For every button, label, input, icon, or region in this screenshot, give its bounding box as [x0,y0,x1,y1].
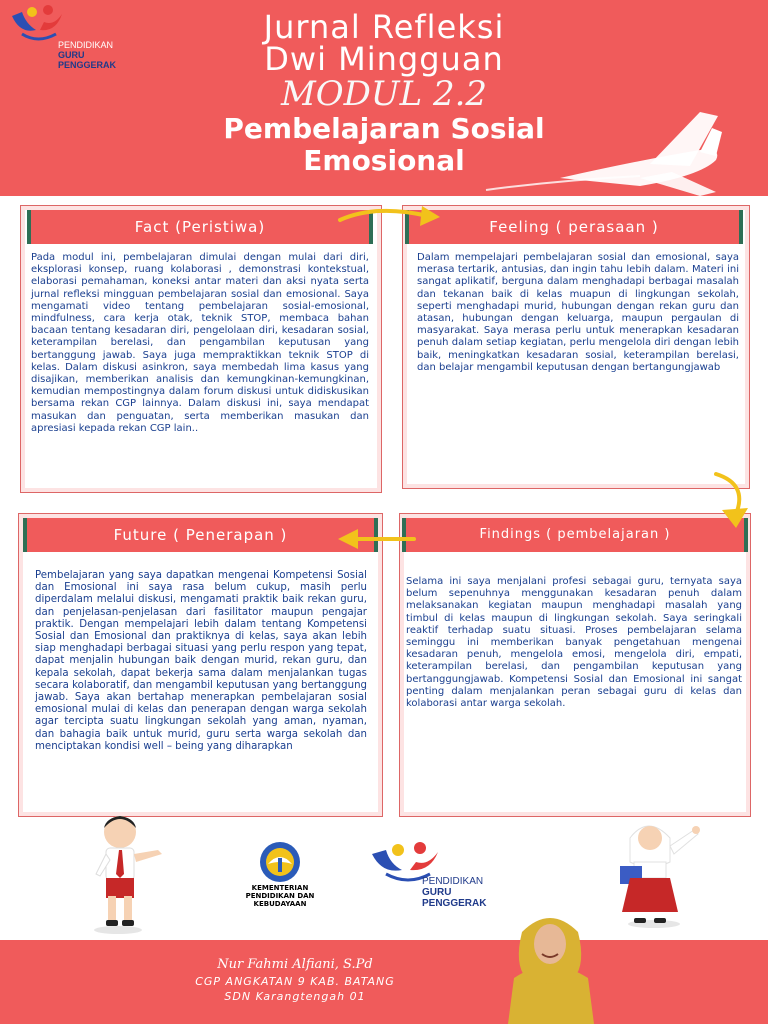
feeling-text: Dalam mempelajari pembelajaran sosial dan emosional, saya merasa tertarik, antusias, dan ingin tahu lebih dalam. Materi ini sangat aplikatif, berguna dalam menghadapi berbagai masalah dan tekanan baik di kelas muapun di lingkungan sekolah, seperti menghadapi murid, hubungan dengan rekan guru dan atasan, hubungan dengan keluarga, maupun pergaulan di masyarakat. Saya merasa perlu untuk menerapkan kesadaran penuh dalam setiap kegiatan, perlu mengelola diri dengan lebih baik, meningkatkan kesadaran sosial, keterampilan berelasi, dan belajar mengambil keputusan dengan bertangungjawab [417,252,739,373]
author-school: SDN Karangtengah 01 [224,990,366,1003]
fact-text: Pada modul ini, pembelajaran dimulai dengan mulai dari diri, eksplorasi konsep, ruang kolaborasi , demonstrasi kontekstual, elaborasi pemahaman, koneksi antar materi dan aksi nyata serta jurnal refleksi mingguan pembelajaran sosial dan emosional. Saya mengamati video tentang pembelajaran sosial-emosional, mindfulness, cara kerja otak, teknik STOP, membaca bahan bacaan tentang kesadaran diri, pengelolaan diri, kesadaran sosial, keterampilan berelasi, dan pengambilan keputusan yang bertanggung jawab. Saya juga mempraktikkan teknik STOP di kelas. Dalam diskusi asinkron, saya membedah lima kasus yang disajikan, memberikan analisis dan kemungkinan-kemungkinan, kemudian mempostingnya dalam forum diskusi untuk didiskusikan bersama rekan CGP lainnya. Dalam diskusi ini, saya mendapat masukan dan penguatan, serta memberikan masukan dan apresiasi kepada rekan CGP lain.. [31,252,369,434]
findings-heading: Findings ( pembelajaran ) [402,518,748,552]
title-line-1: Jurnal Refleksi [263,8,505,46]
fact-panel [20,205,382,493]
logo-mid-line-2: GURU [422,887,452,898]
title-topic-line-1: Pembelajaran Sosial [223,112,545,145]
kemendikbud-line-1: KEMENTERIAN [251,884,309,892]
future-heading: Future ( Penerapan ) [23,518,378,552]
future-text: Pembelajaran yang saya dapatkan mengenai Kompetensi Sosial dan Emosional ini saya rasa belum cukup, masih perlu diperdalam melalui diskusi, mengamati praktik baik rekan guru, dan penjelasan-penjelasan dari fasilitator maupun pengajar praktik. Dengan mempelajari lebih dalam tentang Kompetensi Sosial dan Emosional dan praktiknya di kelas, saya akan lebih siap menghadapi berbagai situasi yang perlu respon yang tepat, dapat menjalin hubungan baik dengan murid, rekan guru, dan kepala sekolah, dapat bekerja sama dalam menjalankan tugas secara kolaboratif, dan mengambil keputusan yang bertanggung jawab. Saya akan bertahap menerapkan pembelajaran sosial emosional mulai di kelas dan penerapan dengan warga sekolah agar tercipta suatu lingkungan sekolah yang aman, nyaman, dan bahagia baik untuk murid, guru serta warga sekolah dan menciptakan kondisi well – being yang diharapkan [35,570,367,752]
arrow-down-icon [700,470,760,530]
title-module: MODUL 2.2 [280,74,488,114]
future-panel [18,513,383,817]
logo-line-2: GURU [58,50,85,60]
title-topic-line-2: Emosional [303,144,465,177]
fact-heading: Fact (Peristiwa) [27,210,373,244]
tut-wuri-handayani-emblem-icon [220,840,340,884]
findings-text: Selama ini saya menjalani profesi sebagai guru, ternyata saya belum sepenuhnya menggunakan kesadaran penuh dalam melaksanakan kegiatan maupun menghadapi masalah yang timbul di kelas maupun di lingkungan sekolah. Saya seringkali reaktif terhadap suatu situasi. Proses pembelajaran selama seminggu ini memberikan banyak pengetahuan mengenai kesadaran penuh, mengelola emosi, mengelola diri, empati, keterampilan berelasi, dan pengambilan keputusan yang bertanggungjawab. Kompetensi Sosial dan Emosional ini sangat penting dalam menjalankan peran sebagai guru di kelas dan kolaborasi antar warga sekolah. [406,576,742,710]
author-info [130,956,460,1004]
author-cohort: CGP ANGKATAN 9 KAB. BATANG [195,975,395,988]
feeling-panel [402,205,750,489]
logo-mid-line-3: PENGGERAK [422,898,487,909]
logo-line-1: PENDIDIKAN [58,40,114,50]
arrow-right-icon [336,200,446,236]
author-name: Nur Fahmi Alfiani, S.Pd [217,957,373,972]
arrow-left-icon [334,524,420,554]
kemendikbud-logo [220,840,340,908]
student-boy-illustration [84,810,184,936]
findings-panel [399,513,751,817]
guru-penggerak-logo-bottom [366,842,526,909]
feeling-heading: Feeling ( perasaan ) [405,210,743,244]
title-line-2: Dwi Mingguan [264,40,504,78]
logo-line-3: PENGGERAK [58,60,117,70]
author-photo [470,904,630,1024]
logo-mid-line-1: PENDIDIKAN [422,876,484,887]
kemendikbud-line-2: PENDIDIKAN DAN KEBUDAYAAN [245,892,315,908]
